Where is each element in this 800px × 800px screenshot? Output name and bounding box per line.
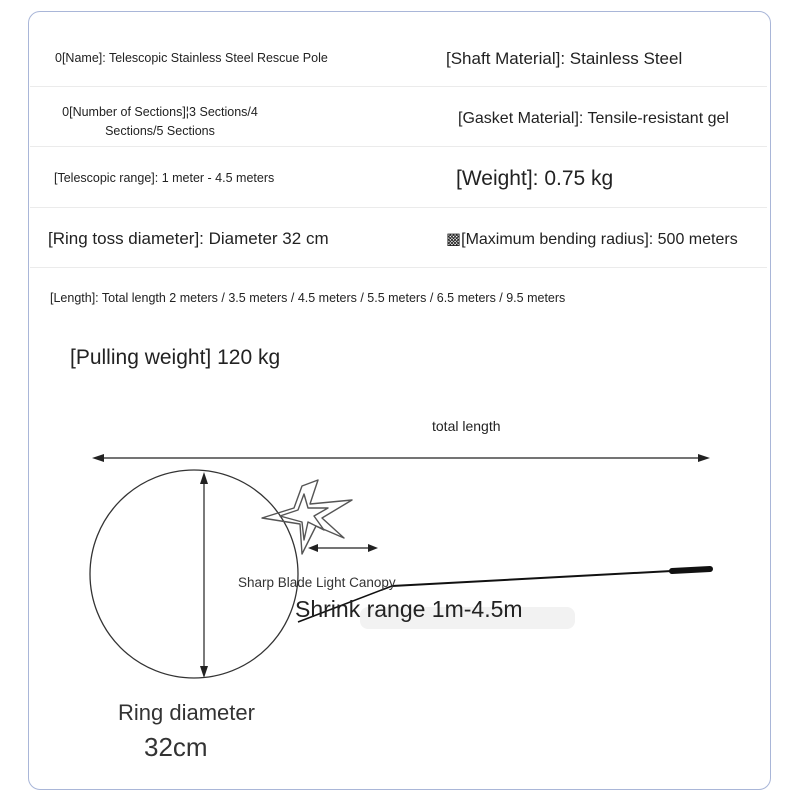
shrink-range-label: Shrink range 1m-4.5m [295, 596, 523, 622]
brand-logo-icon [258, 478, 358, 558]
spec-name: 0[Name]: Telescopic Stainless Steel Rescue Pole [55, 51, 328, 65]
spec-gasket-material: [Gasket Material]: Tensile-resistant gel [458, 110, 729, 127]
brand-name: Sharp Blade Light Canopy [238, 575, 396, 590]
spec-ring-toss-diameter: [Ring toss diameter]: Diameter 32 cm [48, 229, 329, 248]
spec-number-of-sections: 0[Number of Sections]¦3 Sections/4 Sections/5 Sections [62, 105, 258, 138]
spec-length: [Length]: Total length 2 meters / 3.5 meters / 4.5 meters / 5.5 meters / 6.5 meters / 9.5 meters [50, 291, 566, 305]
spec-telescopic-range: [Telescopic range]: 1 meter - 4.5 meters [54, 171, 275, 185]
spec-pulling-weight: [Pulling weight] 120 kg [70, 346, 281, 369]
spec-weight: [Weight]: 0.75 kg [456, 167, 614, 190]
ring-diameter-label: Ring diameter [118, 700, 255, 725]
total-length-label: total length [432, 418, 501, 434]
ring-diameter-arrow [200, 472, 208, 678]
spec-shaft-material: [Shaft Material]: Stainless Steel [446, 49, 683, 68]
spec-max-bending-radius: ▩[Maximum bending radius]: 500 meters [446, 231, 738, 248]
ring-diameter-value: 32cm [144, 732, 208, 762]
total-length-arrow [92, 454, 710, 462]
